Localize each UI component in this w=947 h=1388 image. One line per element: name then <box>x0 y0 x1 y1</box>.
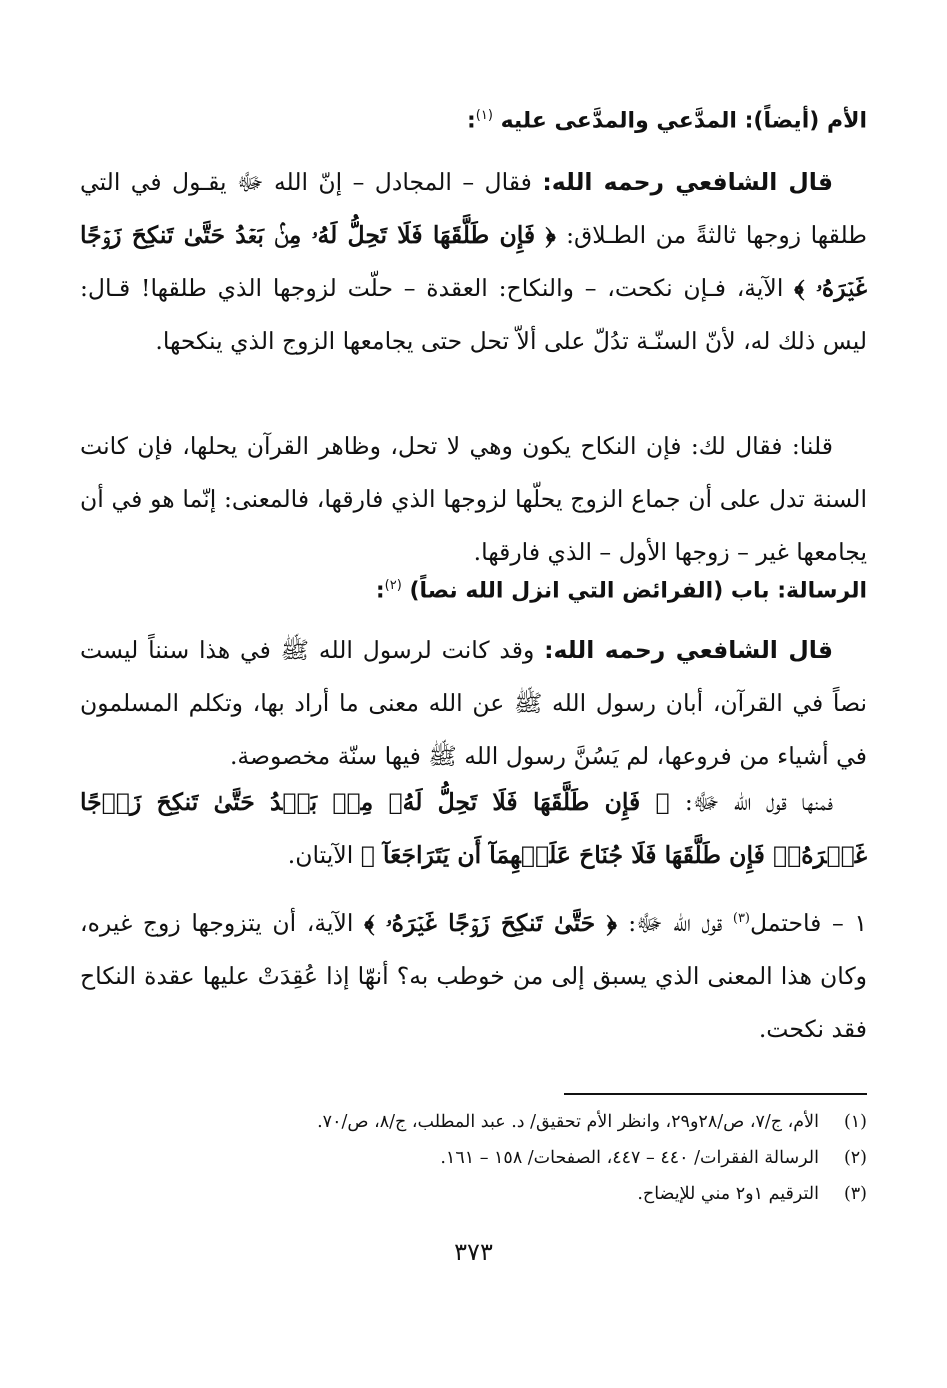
footnote-1 <box>80 1104 867 1140</box>
footnote-3 <box>80 1176 867 1212</box>
footnote-marker-1: (١) <box>475 108 493 123</box>
section-heading-umm: الأم (أيضاً): المدَّعي والمدَّعى عليه $^{(١)}$: <box>466 108 867 134</box>
paragraph-shafii-2 <box>80 624 867 783</box>
footnotes <box>80 1104 867 1212</box>
paragraph-text: ١ – فاحتمل <box>750 908 867 937</box>
footnote-text: الترقيم ١و٢ مني للإيضاح. <box>637 1184 819 1204</box>
paragraph-text: وقد كانت لرسول الله ﷺ في هذا سنناً ليست نصاً في القرآن، أبان رسول الله ﷺ عن الله معنى ما أراد بها، وتكلم المسلمون في أشياء من فروعها، لم يَسُنَّ رسول الله ﷺ فيها سنّة مخصوصة. <box>80 636 867 770</box>
paragraph-text: قلنا: فقال لك: فإن النكاح يكون وهي لا تحل، وظاهر القرآن يحلها، فإن كانت السنة تدل على أن جماع الزوج يحلّها لزوجها الذي فارقها، فالمعنى: إنّما هو في أن يجامعها غير – زوجها الأول – الذي فارقها. <box>80 432 867 566</box>
speaker-label: قال الشافعي رحمه الله: <box>544 636 833 664</box>
footnote-divider <box>564 1093 867 1095</box>
footnote-text: الرسالة الفقرات/ ٤٤٠ – ٤٤٧، الصفحات/ ١٥٨ – ١٦١. <box>440 1148 819 1168</box>
footnote-number: (٢) <box>843 1148 867 1168</box>
heading-text: الأم (أيضاً): المدَّعي والمدَّعى عليه <box>500 108 867 134</box>
footnote-marker-2: (٢) <box>384 578 402 593</box>
paragraph-shafii-1 <box>80 156 867 368</box>
footnote-number: (١) <box>843 1112 867 1132</box>
paragraph-quran-verses <box>80 776 867 882</box>
footnote-number: (٣) <box>843 1184 867 1204</box>
page-number: ٣٧٣ <box>454 1238 493 1266</box>
footnote-2 <box>80 1140 867 1176</box>
speaker-label: قال الشافعي رحمه الله: <box>542 168 833 196</box>
quran-verse: ﴿ فَإِن طَلَّقَهَا فَلَا تَحِلُّ لَهُۥ مِنۢ بَعۡدُ حَتَّىٰ تَنكِحَ زَوۡجًا غَيۡرَهُۥ ﴾ <box>80 221 868 302</box>
quran-verse: ﴿ فَإِن طَلَّقَهَا فَلَا تَحِلُّ لَهُۥ مِنۢ بَعۡدُ حَتَّىٰ تَنكِحَ زَوۡجًا غَيۡرَهُۥۗ فَإِن طَلَّقَهَا فَلَا جُنَاحَ عَلَيۡهِمَآ أَن يَتَرَاجَعَآ ﴾ <box>80 788 867 869</box>
paragraph-text: الآية، فـإن نكحت، – والنكاح: العقدة – حلّت لزوجها الذي طلقها! قـال: ليس ذلك له، لأنّ السنّـة تدُلّ على ألاّ تحل حتى يجامعها الزوج الذي ينكحها. <box>80 274 867 355</box>
paragraph-text: الآية، أن يتزوجها زوج غيره، وكان هذا المعنى الذي يسبق إلى من خوطب به؟ أنهّا إذا عُقِدَتْ عليها عقدة النكاح فقد نكحت. <box>80 908 867 1043</box>
footnote-text: الأم، ج/٧، ص/٢٨و٢٩، وانظر الأم تحقيق/ د. عبد المطلب، ج/٨، ص/٧٠. <box>317 1112 819 1132</box>
footnote-marker-3: (٣) <box>732 911 750 926</box>
heading-text: الرسالة: باب (الفرائض التي انزل الله نصاً) <box>409 578 867 604</box>
paragraph-text: فمنها قول الله ﷻ: <box>684 788 833 816</box>
paragraph-qulna <box>80 420 867 579</box>
paragraph-text: قول الله ﷻ: <box>628 908 733 937</box>
section-heading-risala: الرسالة: باب (الفرائض التي انزل الله نصاً) $^{(٢)}$: <box>375 578 867 604</box>
paragraph-text: الآيتان. <box>287 841 361 869</box>
quran-verse: ﴿ حَتَّىٰ تَنكِحَ زَوۡجًا غَيۡرَهُۥ ﴾ <box>364 908 629 937</box>
paragraph-text: فقال – المجادل – إنّ الله ﷻ يقـول في التي طلقها زوجها ثالثةً من الطـلاق: <box>80 168 867 249</box>
paragraph-numbered-1 <box>80 892 867 1056</box>
